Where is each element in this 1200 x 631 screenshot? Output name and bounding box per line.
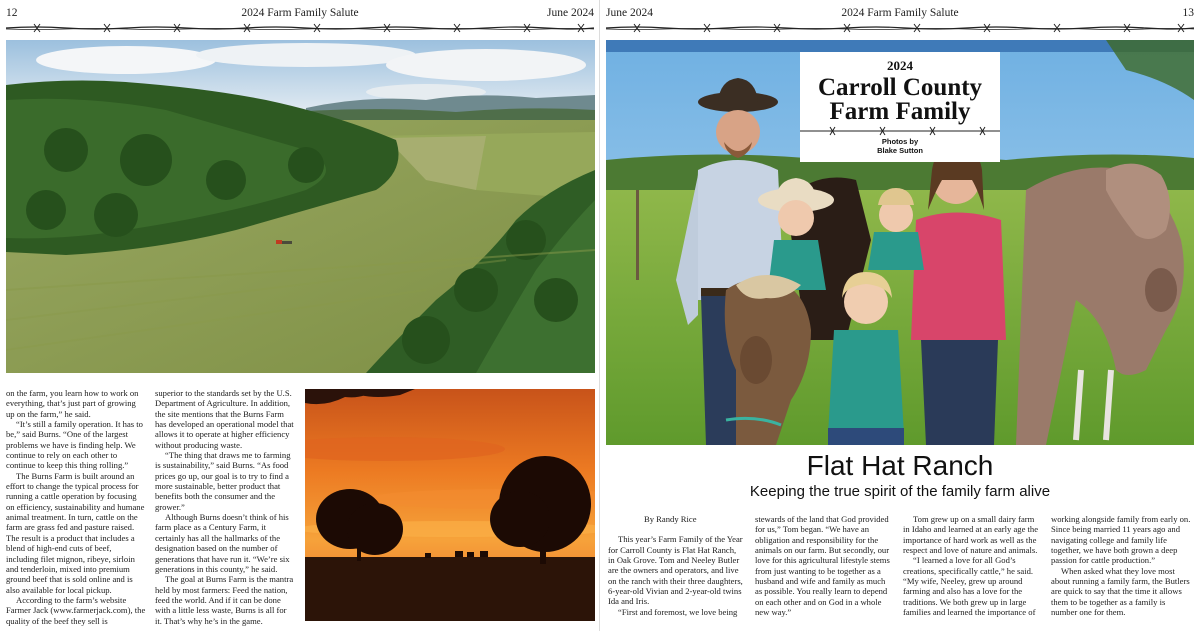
paragraph: on the farm, you learn how to work on everything, that’s just part of growing up on the farm,” he said. [6,388,139,419]
barbed-wire-icon [6,21,594,35]
story-column-2 [755,514,891,631]
issue-date: June 2024 [606,7,653,19]
feature-title-line1: Carroll County [817,74,983,101]
paragraph: This year’s Farm Family of the Year for Carroll County is Flat Hat Ranch, in Oak Grove. Tom and Neeley Butler are the owners and operators, and live on the ranch with their three daughters, 6-year-old Vivian and 2-year-old twins Ida and Iris. [608,534,743,607]
feature-title-line2: Farm Family [829,98,971,125]
paragraph: Tom grew up on a small dairy farm in Idaho and learned at an early age the importance of hard work as well as the respect and love of nature and animals. [903,514,1039,556]
paragraph: working alongside family from early on. Since being married 11 years ago and navigating college and family life together, we have both grown a deep passion for cattle production.” [1051,514,1191,566]
barbed-wire-divider [6,21,594,35]
page-number: 13 [1182,7,1194,19]
barbed-wire-icon [606,21,1194,35]
article-column-2 [155,388,295,631]
sunset-cattle-photo [305,389,595,621]
story-column-3 [903,514,1039,631]
article-column-1 [6,388,146,631]
paragraph: The goal at Burns Farm is the mantra held by most farmers: Feed the nation, feed the world. And if it can be done with a little less waste, Burns is all for it. That’s why he’s in the game. [155,574,294,626]
paragraph: Although Burns doesn’t think of his farm place as a Century Farm, it certainly has all the hallmarks of the designation based on the number of generations that have run it. “We’re six generations in this county,” he said. [155,512,290,574]
paragraph: “The thing that draws me to farming is sustainability,” said Burns. “As food prices go up, our goal is to try to find a more sustainable, better product that benefits both the consumer and the grower.” [155,450,291,512]
feature-year: 2024 [887,58,913,73]
byline: By Randy Rice [644,514,697,524]
running-title: 2024 Farm Family Salute [241,7,359,19]
paragraph: The Burns Farm is built around an effort to change the typical process for running a cattle operation by focusing on efficiency, sustainability and humane animal treatment. In turn, cattle on the farm are grass fed and pasture raised. The result is a product that includes a blend of high-end cuts of beef, including filet mignon, ribeye, sirloin and tenderloin, mixed into premium ground beef that is sold online and is also available for local pickup. [6,470,145,595]
right-page [600,0,1200,631]
paragraph: “It’s still a family operation. It has to be,” said Burns. “One of the largest problems we have is finding help. We continue to rely on each other to continue to keep this thing rolling.” [6,419,143,471]
paragraph: According to the farm’s website Farmer Jack (www.farmerjack.com), the quality of the beef they sell is [6,594,146,626]
paragraph: superior to the standards set by the U.S. Department of Agriculture. In addition, the site mentions that the Burns Farm has developed an operational model that allows it to operate at higher efficiency without producing waste. [155,388,294,450]
page-number: 12 [6,7,18,19]
paragraph: When asked what they love most about running a family farm, the Butlers are quick to say that the time it allows them to be together as a family is number one for them. [1051,565,1190,618]
paragraph: “First and foremost, we love being [618,606,738,617]
story-subhead: Keeping the true spirit of the family farm alive [749,483,1051,500]
paragraph: stewards of the land that God provided for us,” Tom began. “We have an obligation and responsibility for the animals on our farm. But secondly, our love for this agricultural lifestyle stems from just wanting to be together as a husband and wife and family as much as possible. You really learn to depend on each other and on God in a whole new way.” [755,514,890,618]
photo-credit-name: Blake Sutton [877,146,923,155]
barbed-wire-divider [606,21,1194,35]
issue-date: June 2024 [547,7,594,19]
story-column-1 [608,514,744,631]
feature-title-panel [800,52,1000,162]
story-column-4 [1051,514,1193,631]
barbed-wire-icon [800,126,1000,136]
paragraph: “I learned a love for all God’s creations, specifically cattle,” he said. “My wife, Neeley, grew up around farming and also has a love for the traditions. We both grew up in large families and learned the importance of [903,555,1036,618]
aerial-farm-photo [6,40,595,373]
running-title: 2024 Farm Family Salute [841,7,959,19]
photo-credit-label: Photos by [881,137,919,146]
story-headline: Flat Hat Ranch [806,450,994,481]
